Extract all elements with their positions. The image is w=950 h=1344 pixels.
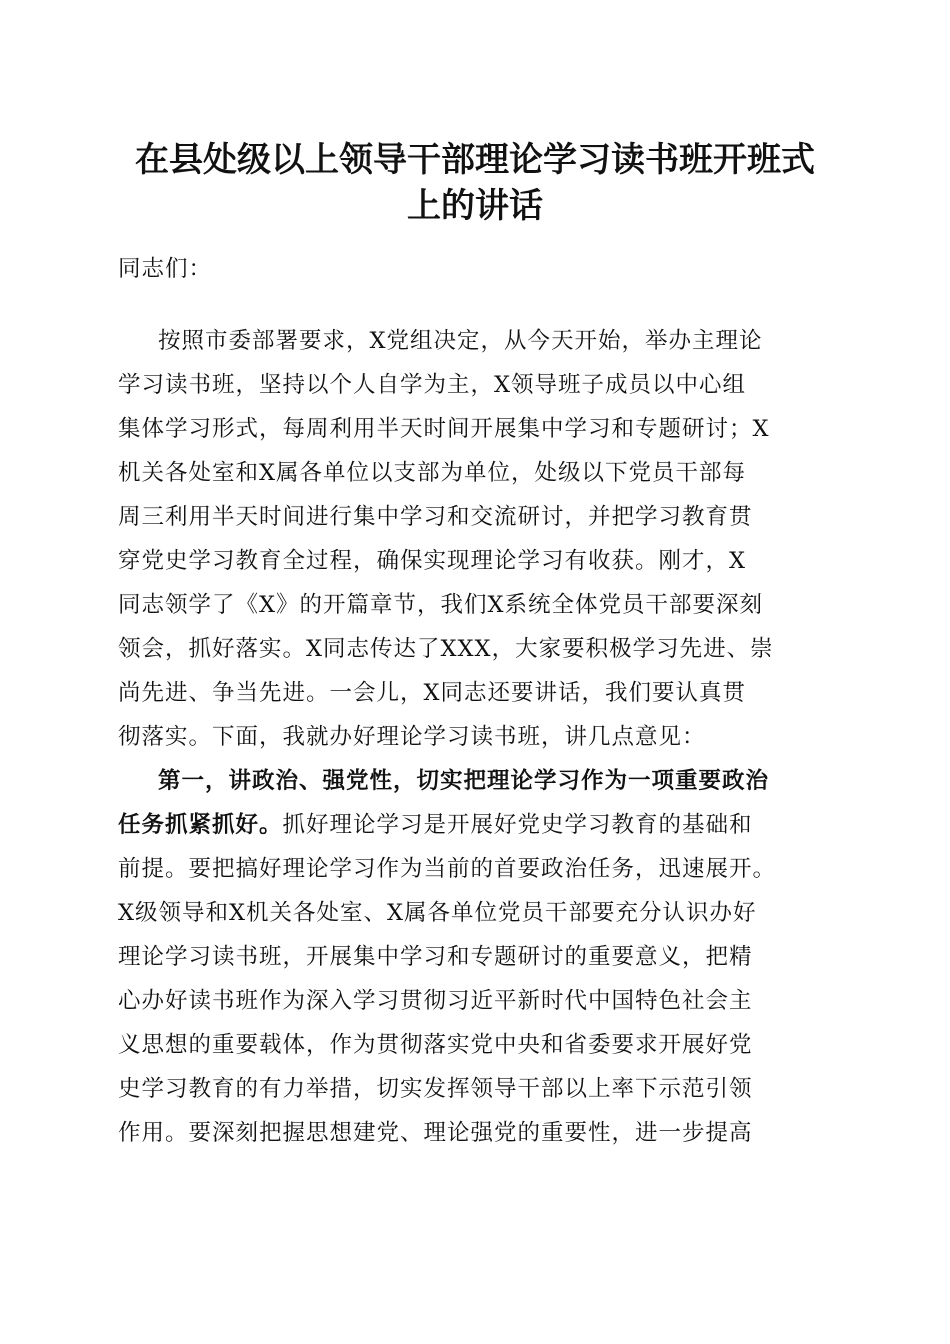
section-heading-line: 第一，讲政治、强党性，切实把理论学习作为一项重要政治 — [158, 768, 770, 794]
body-line: 同志领学了《X》的开篇章节，我们X系统全体党员干部要深刻 — [118, 592, 764, 618]
body-line: 学习读书班，坚持以个人自学为主，X领导班子成员以中心组 — [118, 372, 747, 398]
section-heading-tail: 任务抓紧抓好。 — [118, 812, 283, 838]
body-line: 领会，抓好落实。X同志传达了XXX，大家要积极学习先进、崇 — [118, 636, 774, 662]
body-line: 穿党史学习教育全过程，确保实现理论学习有收获。刚才，X — [118, 548, 747, 574]
body-line: 心办好读书班作为深入学习贯彻习近平新时代中国特色社会主 — [118, 988, 753, 1014]
body-text-segment: 抓好理论学习是开展好党史学习教育的基础和 — [282, 812, 753, 838]
body-line: 尚先进、争当先进。一会儿，X同志还要讲话，我们要认真贯 — [118, 680, 747, 706]
body-line: 机关各处室和X属各单位以支部为单位，处级以下党员干部每 — [118, 460, 747, 486]
body-line: 义思想的重要载体，作为贯彻落实党中央和省委要求开展好党 — [118, 1032, 753, 1058]
body-line: 理论学习读书班，开展集中学习和专题研讨的重要意义，把精 — [118, 944, 753, 970]
body-line: 彻落实。下面，我就办好理论学习读书班，讲几点意见： — [118, 724, 706, 750]
body-line: 作用。要深刻把握思想建党、理论强党的重要性，进一步提高 — [118, 1120, 753, 1146]
body-line: 集体学习形式，每周利用半天时间开展集中学习和专题研讨；X — [118, 416, 770, 442]
salutation: 同志们： — [118, 256, 213, 282]
body-line: 按照市委部署要求，X党组决定，从今天开始，举办主理论 — [158, 328, 763, 354]
body-line: X级领导和X机关各处室、X属各单位党员干部要充分认识办好 — [118, 900, 757, 926]
body-line: 周三利用半天时间进行集中学习和交流研讨，并把学习教育贯 — [118, 504, 753, 530]
document-title-line-1: 在县处级以上领导干部理论学习读书班开班式 — [135, 140, 815, 180]
document-title-line-2: 上的讲话 — [407, 186, 543, 226]
body-line: 史学习教育的有力举措，切实发挥领导干部以上率下示范引领 — [118, 1076, 753, 1102]
section-heading-continuation — [118, 810, 838, 840]
body-line: 前提。要把搞好理论学习作为当前的首要政治任务，迅速展开。 — [118, 856, 777, 882]
